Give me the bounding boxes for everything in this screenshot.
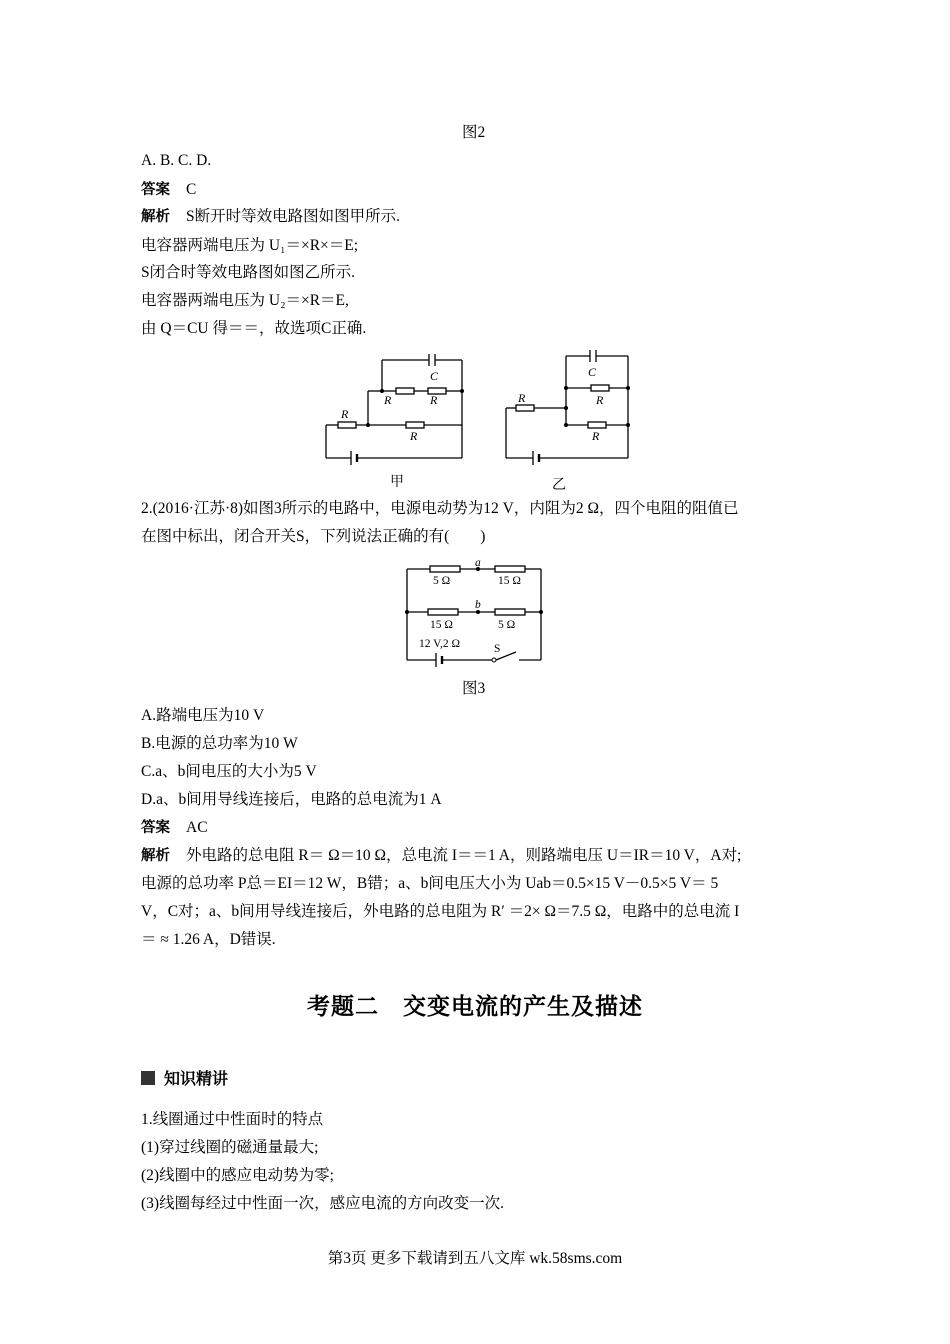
q1-analysis-line-2: 电容器两端电压为 U₁＝×R×＝E; — [141, 237, 359, 254]
yi-label-r3: R — [592, 429, 600, 443]
fig3-source: 12 V,2 Ω — [419, 638, 461, 650]
q2-analysis-line-3: V，C对；a、b间用导线连接后，外电路的总电阻为 R′ ＝2× Ω＝7.5 Ω，电路中的总电流 I — [141, 903, 740, 920]
fig3-r-top-right: 15 Ω — [498, 575, 521, 587]
section-heading: 考题二 交变电流的产生及描述 — [307, 994, 643, 1020]
q2-answer: AC — [186, 819, 208, 836]
knowledge-section-title — [141, 1066, 228, 1089]
point-1: (1)穿过线圈的磁通量最大; — [141, 1139, 319, 1156]
q2-option-c: C.a、b间电压的大小为5 V — [141, 763, 317, 780]
figure-2-caption: 图2 — [462, 124, 486, 141]
fig3-r-bottom-left: 15 Ω — [430, 619, 453, 631]
q2-analysis-text: 外电路的总电阻 R＝ Ω＝10 Ω，总电流 I＝＝1 A，则路端电压 U＝IR＝10 V，A对; — [186, 847, 742, 864]
point-3: (3)线圈每经过中性面一次，感应电流的方向改变一次. — [141, 1195, 504, 1212]
jia-label-r3: R — [341, 407, 349, 421]
fig3-switch: S — [494, 643, 501, 655]
yi-label-r1: R — [596, 393, 604, 407]
q2-text-line-2: 在图中标出，闭合开关S，下列说法正确的有( ) — [141, 528, 486, 545]
q2-answer-line — [141, 818, 208, 838]
fig3-r-bottom-right: 5 Ω — [498, 619, 516, 631]
circuit-jia-diagram — [318, 350, 478, 495]
yi-label-r2: R — [518, 391, 526, 405]
q2-option-a: A.路端电压为10 V — [141, 707, 265, 724]
circuit-yi-diagram — [498, 350, 643, 495]
q2-option-b: B.电源的总功率为10 W — [141, 735, 298, 752]
jia-label-c: C — [430, 369, 439, 383]
fig3-node-a: a — [475, 557, 481, 569]
q1-answer: C — [186, 181, 197, 198]
q2-text-line-1: 2.(2016·江苏·8)如图3所示的电路中，电源电动势为12 V，内阻为2 Ω，四个电阻的阻值已 — [141, 500, 739, 517]
q1-analysis-text: S断开时等效电路图如图甲所示. — [186, 208, 400, 225]
fig3-r-top-left: 5 Ω — [433, 575, 451, 587]
q2-analysis-line-4: ＝ ≈ 1.26 A，D错误. — [141, 931, 276, 948]
q1-answer-line — [141, 180, 196, 200]
fig3-node-b: b — [475, 599, 481, 611]
jia-label-r2: R — [430, 393, 438, 407]
q1-analysis-line-4: 电容器两端电压为 U₂＝×R＝E, — [141, 292, 349, 309]
analysis-label: 解析 — [141, 848, 170, 864]
figure-3-circuit — [400, 555, 550, 667]
yi-caption: 乙 — [552, 478, 566, 493]
point-2: (2)线圈中的感应电动势为零; — [141, 1167, 334, 1184]
analysis-label: 解析 — [141, 209, 170, 225]
answer-label: 答案 — [141, 182, 170, 198]
jia-label-r4: R — [410, 429, 418, 443]
jia-label-r1: R — [384, 393, 392, 407]
figure-3-caption: 图3 — [462, 680, 486, 697]
jia-caption: 甲 — [390, 475, 404, 490]
q1-options: A. B. C. D. — [141, 152, 212, 169]
section-square-icon — [141, 1071, 155, 1085]
q1-analysis-line-1 — [141, 207, 400, 227]
q2-analysis-line-1 — [141, 846, 741, 866]
q2-analysis-line-2: 电源的总功率 P总＝EI＝12 W，B错；a、b间电压大小为 Uab＝0.5×15 V－0.5×5 V＝ 5 — [141, 875, 719, 892]
q1-analysis-line-3: S闭合时等效电路图如图乙所示. — [141, 264, 355, 281]
q2-option-d: D.a、b间用导线连接后，电路的总电流为1 A — [141, 791, 442, 808]
point-title: 1.线圈通过中性面时的特点 — [141, 1111, 324, 1128]
yi-label-c: C — [588, 365, 597, 379]
answer-label: 答案 — [141, 820, 170, 836]
section-title-text: 知识精讲 — [164, 1069, 229, 1088]
page-footer: 第3页 更多下载请到五八文库 wk.58sms.com — [327, 1250, 623, 1267]
q1-analysis-line-5: 由 Q＝CU 得＝＝，故选项C正确. — [141, 320, 367, 337]
